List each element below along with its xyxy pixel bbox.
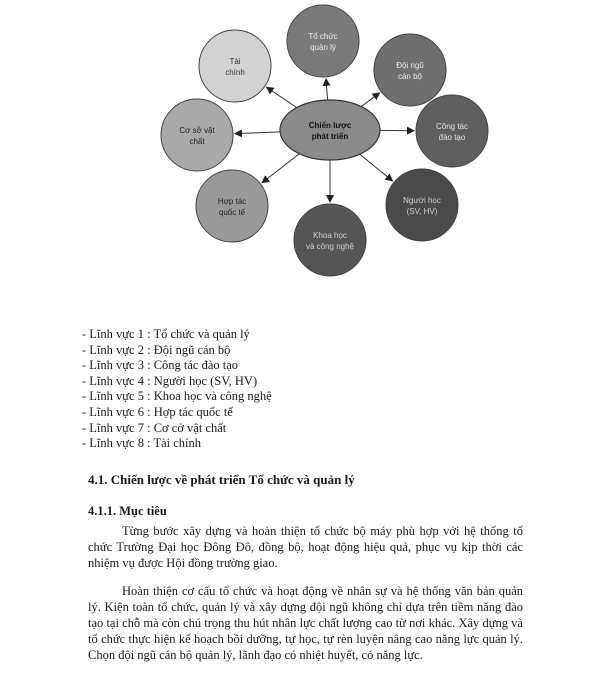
- strategy-diagram: [0, 0, 599, 300]
- field-item-2: - Lĩnh vực 2 : Đội ngũ cán bộ: [82, 342, 231, 357]
- field-item-3: - Lĩnh vực 3 : Công tác đào tạo: [82, 358, 239, 373]
- node-label-nguoi-hoc: Người học (SV, HV): [403, 196, 441, 216]
- node-label-hop-tac: Hợp tác quốc tế: [217, 197, 247, 217]
- arrow-co-so: [235, 132, 280, 134]
- arrow-doi-ngu: [361, 93, 379, 107]
- node-label-tai-chinh: Tài chính: [225, 57, 245, 77]
- field-list: [82, 327, 272, 452]
- field-item-7: - Lĩnh vực 7 : Cơ cở vật chất: [82, 420, 227, 435]
- arrow-to-chuc: [326, 79, 328, 100]
- node-tai-chinh: [199, 30, 271, 102]
- node-nguoi-hoc: [386, 169, 458, 241]
- field-item-4: - Lĩnh vực 4 : Người học (SV, HV): [82, 373, 258, 388]
- node-cong-tac: [416, 95, 488, 167]
- field-item-8: - Lĩnh vực 8 : Tài chính: [82, 436, 202, 451]
- node-to-chuc: [287, 5, 359, 77]
- center-label: Chiến lược phát triển: [308, 121, 352, 141]
- node-khoa-hoc: [294, 204, 366, 276]
- arrow-nguoi-hoc: [360, 154, 393, 181]
- node-label-to-chuc: Tổ chức quản lý: [308, 32, 338, 52]
- node-label-doi-ngu: Đội ngũ cán bộ: [396, 61, 424, 81]
- field-item-5: - Lĩnh vực 5 : Khoa học và công nghệ: [82, 389, 272, 404]
- arrow-hop-tac: [262, 154, 299, 183]
- node-label-khoa-hoc: Khoa học và công nghệ: [305, 231, 355, 251]
- field-item-1: - Lĩnh vực 1 : Tổ chức và quản lý: [82, 327, 250, 341]
- node-label-co-so: Cơ sở vật chất: [179, 126, 215, 146]
- node-label-cong-tac: Công tác đào tạo: [435, 122, 469, 142]
- subsection-heading: 4.1.1. Mục tiêu: [88, 504, 167, 518]
- paragraph-goal-1: Từng bước xây dựng và hoàn thiện tổ chức bộ máy phù hợp với hệ thống tổ chức Trường Đại học Đông Đô, đồng bộ, hoạt động hiệu quả, phục vụ kịp thời các nhiệm vụ được Hội đồng trường giao.: [88, 524, 523, 570]
- node-co-so: [161, 99, 233, 171]
- field-item-6: - Lĩnh vực 6 : Hợp tác quốc tế: [82, 404, 233, 419]
- section-heading: 4.1. Chiến lược về phát triển Tổ chức và quản lý: [88, 472, 355, 487]
- center-node: [280, 100, 380, 160]
- arrow-tai-chinh: [267, 87, 297, 107]
- node-hop-tac: [196, 170, 268, 242]
- paragraph-goal-2: Hoàn thiện cơ cấu tổ chức và hoạt động về nhân sự và hệ thống văn bản quản lý. Kiện toàn tổ chức, quản lý và xây dựng đội ngũ không chỉ dựa trên tiềm năng đào tạo tại chỗ mà còn chú trọng thu hút nhân lực chất lượng cao từ nơi khác. Xây dựng và tổ chức thực hiện kế hoạch bồi dưỡng, tự học, tự rèn luyện nâng cao năng lực quản lý. Chọn đội ngũ cán bộ quản lý, lãnh đạo có nhiệt huyết, có năng lực.: [88, 584, 523, 662]
- node-doi-ngu: [374, 34, 446, 106]
